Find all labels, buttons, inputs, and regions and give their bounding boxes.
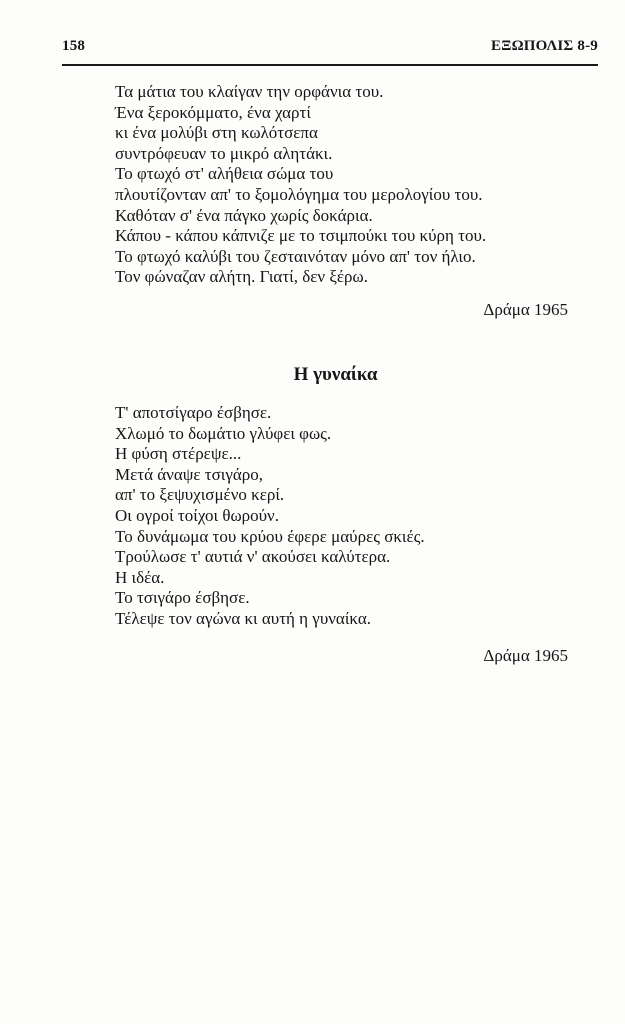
poem-line: Χλωμό το δωμάτιο γλύφει φως. (115, 423, 332, 443)
poem-line: Το τσιγάρο έσβησε. (115, 588, 250, 608)
poem-line: Μετά άναψε τσιγάρο, (115, 464, 263, 484)
poem-line: Τον φώναζαν αλήτη. Γιατί, δεν ξέρω. (115, 267, 368, 287)
poem-line: Κάπου - κάπου κάπνιζε με το τσιμπούκι του κύρη του. (115, 226, 487, 246)
poem-first (115, 82, 575, 288)
poem-line: Τ' αποτσίγαρο έσβησε. (115, 403, 272, 422)
poem-line: Το φτωχό στ' αλήθεια σώμα του (115, 164, 334, 184)
poem-line: πλουτίζονταν απ' το ξομολόγημα του μερολογίου του. (115, 184, 483, 204)
poem-line: Τα μάτια του κλαίγαν την ορφάνια του. (115, 82, 384, 101)
page-number: 158 (62, 38, 86, 54)
poem-line: Το δυνάμωμα του κρύου έφερε μαύρες σκιές. (115, 526, 425, 546)
running-title: ΕΞΩΠΟΛΙΣ 8-9 (491, 38, 598, 54)
poem-line: Ένα ξεροκόμματο, ένα χαρτί (115, 102, 311, 122)
poem-second-title: Η γυναίκα (293, 364, 378, 385)
poem-line: Τέλεψε τον αγώνα κι αυτή η γυναίκα. (115, 608, 371, 628)
poem-line: Τρούλωσε τ' αυτιά ν' ακούσει καλύτερα. (115, 547, 391, 567)
poem-line: Η ιδέα. (115, 567, 165, 587)
poem-second-signature: Δράμα 1965 (483, 646, 568, 665)
poem-line: Οι ογροί τοίχοι θωρούν. (115, 505, 279, 525)
poem-line: Η φύση στέρεψε... (115, 444, 242, 464)
poem-first-signature: Δράμα 1965 (483, 300, 568, 319)
poem-second (115, 403, 575, 630)
poem-line: Καθόταν σ' ένα πάγκο χωρίς δοκάρια. (115, 205, 373, 225)
poem-line: κι ένα μολύβι στη κωλότσεπα (115, 123, 318, 143)
poem-line: απ' το ξεψυχισμένο κερί. (115, 485, 285, 505)
poem-line: Το φτωχό καλύβι του ζεσταινόταν μόνο απ' τον ήλιο. (115, 246, 476, 266)
poem-line: συντρόφευαν το μικρό αλητάκι. (115, 143, 333, 163)
page-header (62, 38, 598, 66)
